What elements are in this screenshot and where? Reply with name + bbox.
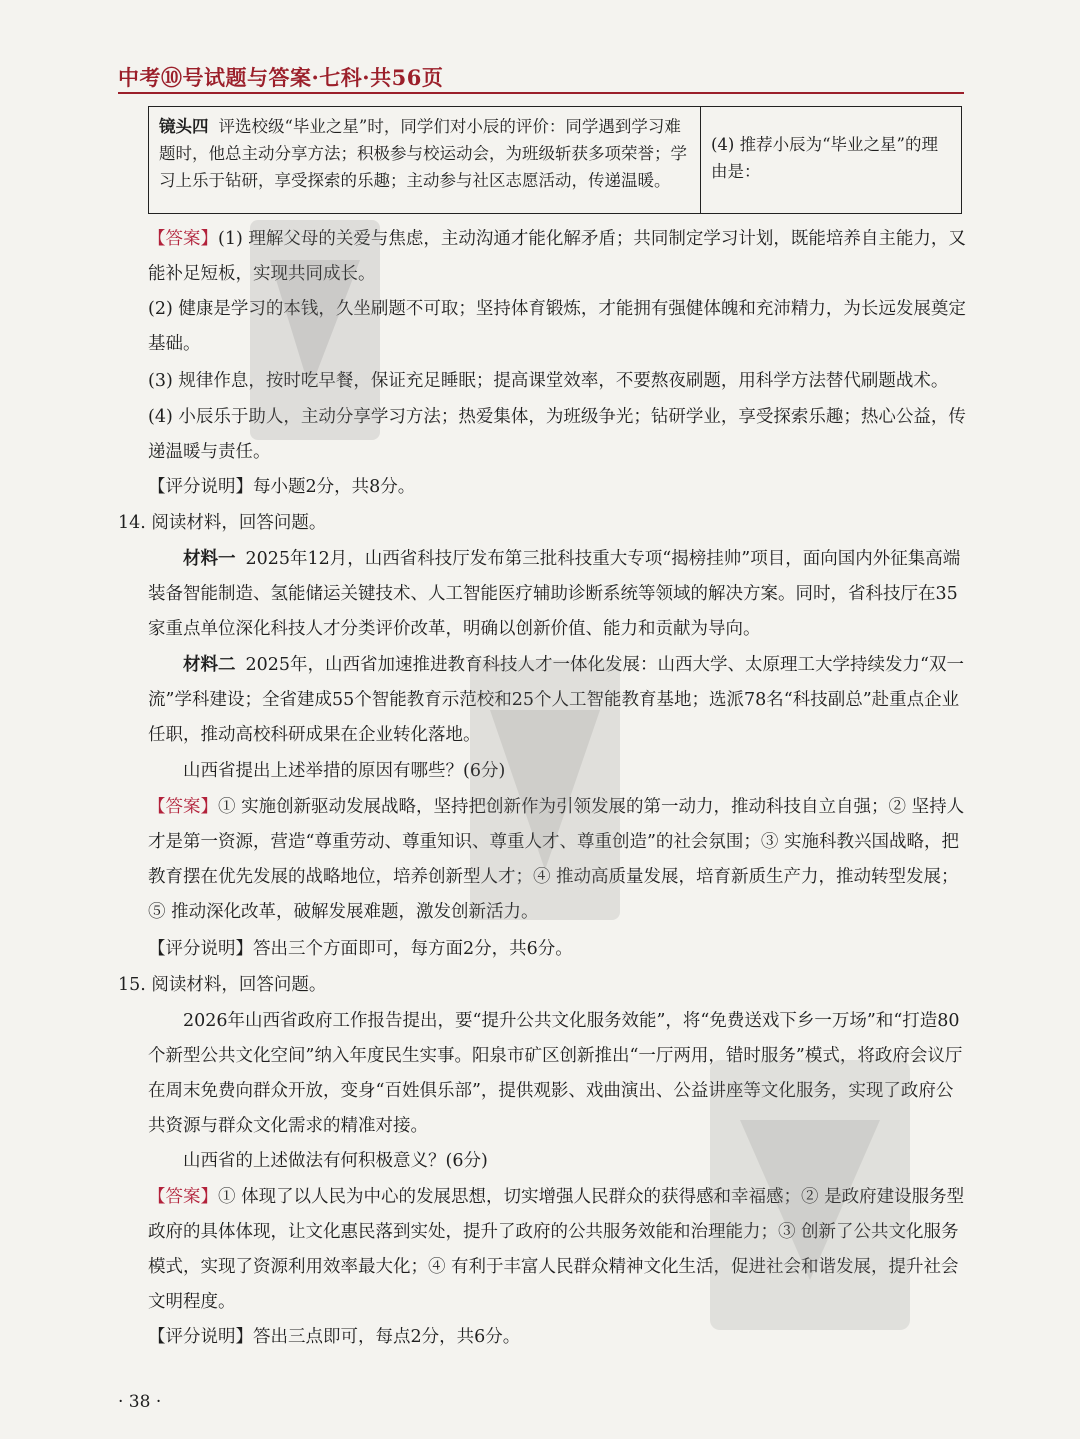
lens-four-description-cell — [149, 107, 701, 213]
lens-four-prompt: (4) 推荐小辰为“毕业之星”的理由是： — [711, 135, 938, 181]
page-number: · 38 · — [118, 1392, 162, 1412]
q15-answer: 【答案】① 体现了以人民为中心的发展思想，切实增强人民群众的获得感和幸福感；② 是政府建设服务型政府的具体体现，让文化惠民落到实处，提升了政府的公共服务效能和治理能力；③ 创新了公共文化服务模式，实现了资源利用效率最大化；④ 有利于丰富人民群众精神文化生活，促进社会和谐发展，提升社会文明程度。 — [148, 1187, 965, 1312]
header-rule — [118, 92, 964, 94]
q13-answer-3: (3) 规律作息，按时吃早餐，保证充足睡眠；提高课堂效率，不要熬夜刷题，用科学方法替代刷题战术。 — [148, 371, 949, 391]
q13-answer-4: (4) 小辰乐于助人，主动分享学习方法；热爱集体，为班级争光；钻研学业，享受探索乐趣；热心公益，传递温暖与责任。 — [148, 407, 966, 462]
q13-answer-2: (2) 健康是学习的本钱，久坐刷题不可取；坚持体育锻炼，才能拥有强健体魄和充沛精力，为长远发展奠定基础。 — [148, 299, 966, 354]
q14-scoring: 【评分说明】答出三个方面即可，每方面2分，共6分。 — [148, 939, 573, 959]
q14-question: 山西省提出上述举措的原因有哪些？(6分) — [183, 761, 506, 781]
running-header: 中考⑩号试题与答案·七科·共56页 — [118, 65, 444, 90]
answer-tag: 【答案】 — [148, 797, 218, 817]
q14-material-2: 材料二 2025年，山西省加速推进教育科技人才一体化发展：山西大学、太原理工大学持续发力“双一流”学科建设；全省建成55个智能教育示范校和25个人工智能教育基地；选派78名“科技副总”赴重点企业任职，推动高校科研成果在企业转化落地。 — [148, 655, 964, 745]
answer-tag: 【答案】 — [148, 229, 218, 249]
q13-answer-1: 【答案】(1) 理解父母的关爱与焦虑，主动沟通才能化解矛盾；共同制定学习计划，既能培养自主能力，又能补足短板，实现共同成长。 — [148, 229, 966, 284]
q14-material-2-label: 材料二 — [183, 655, 236, 675]
answer-tag: 【答案】 — [148, 1187, 218, 1207]
q14-stem: 14. 阅读材料，回答问题。 — [118, 513, 327, 533]
lens-four-label: 镜头四 — [159, 117, 209, 136]
q13-scoring: 【评分说明】每小题2分，共8分。 — [148, 477, 416, 497]
q14-material-1: 材料一 2025年12月，山西省科技厅发布第三批科技重大专项“揭榜挂帅”项目，面向国内外征集高端装备智能制造、氢能储运关键技术、人工智能医疗辅助诊断系统等领域的解决方案。同时，省科技厅在35家重点单位深化科技人才分类评价改革，明确以创新价值、能力和贡献为导向。 — [148, 549, 961, 639]
q15-question: 山西省的上述做法有何积极意义？(6分) — [183, 1151, 488, 1171]
lens-four-description: 评选校级“毕业之星”时，同学们对小辰的评价：同学遇到学习难题时，他总主动分享方法；积极参与校运动会，为班级斩获多项荣誉；学习上乐于钻研，享受探索的乐趣；主动参与社区志愿活动，传递温暖。 — [159, 117, 687, 190]
q14-answer: 【答案】① 实施创新驱动发展战略，坚持把创新作为引领发展的第一动力，推动科技自立自强；② 坚持人才是第一资源，营造“尊重劳动、尊重知识、尊重人才、尊重创造”的社会氛围；③ 实施科教兴国战略，把教育摆在优先发展的战略地位，培养创新型人才；④ 推动高质量发展，培育新质生产力，推动转型发展；⑤ 推动深化改革，破解发展难题，激发创新活力。 — [148, 797, 965, 922]
q15-stem: 15. 阅读材料，回答问题。 — [118, 975, 327, 995]
q15-scoring: 【评分说明】答出三点即可，每点2分，共6分。 — [148, 1327, 521, 1347]
q14-material-1-label: 材料一 — [183, 549, 236, 569]
q15-material: 2026年山西省政府工作报告提出，要“提升公共文化服务效能”，将“免费送戏下乡一万场”和“打造80个新型公共文化空间”纳入年度民生实事。阳泉市矿区创新推出“一厅两用，错时服务”模式，将政府会议厅在周末免费向群众开放，变身“百姓俱乐部”，提供观影、戏曲演出、公益讲座等文化服务，实现了政府公共资源与群众文化需求的精准对接。 — [148, 1011, 963, 1136]
lens-four-table — [148, 106, 962, 214]
lens-four-prompt-cell — [701, 107, 961, 213]
